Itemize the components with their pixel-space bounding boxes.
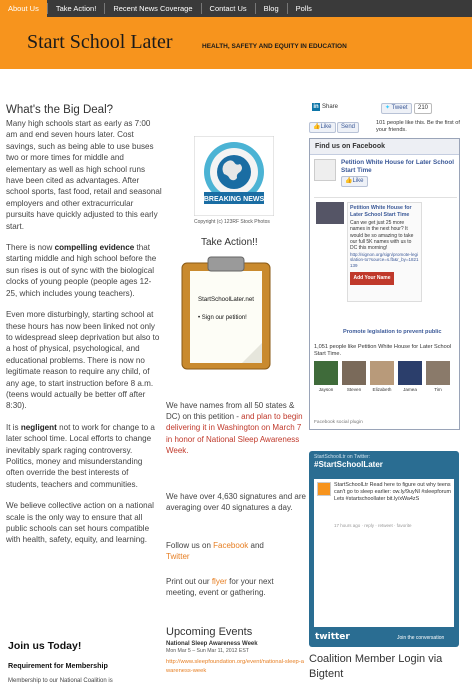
site-tagline: HEALTH, SAFETY AND EQUITY IN EDUCATION — [202, 43, 347, 50]
tweet-list — [314, 479, 454, 627]
fb-box-header: Find us on Facebook — [310, 139, 459, 155]
membership-requirement-heading: Requirement for Membership — [8, 661, 108, 670]
fb-page-name[interactable]: Petition White House for Later School Start Time — [341, 159, 454, 174]
event-title: National Sleep Awareness Week — [166, 641, 258, 647]
tweet-count: 210 — [414, 103, 432, 114]
print-flyer: Print out our flyer for your next meeting, event or gathering. — [166, 577, 274, 598]
twitter-widget-label: StartSchoolLtr on Twitter: — [314, 454, 371, 460]
post-promote-link[interactable]: Promote legislation to prevent public — [343, 329, 442, 335]
paragraph-intro: Many high schools start as early as 7:00 am and end seven hours later. Cost savings, such as being able to use buses two or more times for middle and elementary as well as high school runs have been cited as advantages. After school sports, fast food, retail and seasonal employers and other extracurricular pursuits have quickly adjusted to this early start. — [6, 119, 162, 231]
join-conversation-link[interactable]: Join the conversation — [397, 635, 445, 641]
post-card-title[interactable]: Petition White House for Later School Start Time — [350, 205, 412, 218]
post-card-text: Can we get just 25 more names in the next hour? It would be so amazing to take our full 5K names with us to DC this morning! — [350, 220, 414, 252]
fb-page-like-button[interactable]: 👍Like — [341, 176, 368, 187]
fb-faces — [314, 361, 457, 399]
top-nav — [0, 0, 472, 17]
linkedin-icon: in — [313, 104, 319, 110]
facebook-link[interactable]: Facebook — [213, 541, 249, 550]
badge-text: BREAKING NEWS — [203, 196, 265, 203]
section-heading: What's the Big Deal? — [6, 104, 114, 116]
join-heading: Join us Today! — [8, 640, 82, 652]
site-title[interactable]: Start School Later — [27, 31, 173, 53]
twitter-widget-header — [309, 451, 459, 477]
nav-contact-us[interactable]: Contact Us — [209, 4, 247, 13]
event-date: Mon Mar 5 – Sun Mar 11, 2012 EST — [166, 648, 249, 654]
paragraph-collective: We believe collective action on a national scale is the only way to ensure that all public schools can set hours compatible with health, safety, equity, and learning. — [6, 501, 154, 545]
petition-info: We have names from all 50 states & DC) on this petition - and plan to begin delivering it in Washington on March 7 in honor of National Sleep Awareness Week. — [166, 401, 303, 455]
take-action-heading: Take Action!! — [201, 237, 258, 248]
twitter-widget — [309, 451, 459, 647]
post-card-url[interactable]: http://signon.org/sign/promote-legislation-to?source=s.fb&r_by=1821139 — [350, 251, 419, 269]
petition-clipboard-image[interactable] — [178, 255, 275, 373]
flyer-link[interactable]: flyer — [211, 577, 227, 586]
fb-like-button[interactable]: 👍Like — [309, 122, 336, 133]
events-heading: Upcoming Events — [166, 626, 253, 638]
fan-avatar[interactable]: Jayson — [314, 361, 338, 399]
fb-social-plugin-label: Facebook social plugin — [314, 420, 363, 425]
paragraph-problems: Even more disturbingly, starting school at these hours has now been linked not only to widespread sleep deprivation but also to a host of physical, psychological, and educational problems. There is now no legitimate reason to require any child, of any age, to start instruction before 8 a.m. (teens would actually be better off after 8:30). — [6, 310, 160, 411]
signature-count: We have over 4,630 signatures and are averaging over 40 signatures a day. — [166, 492, 306, 513]
clipboard-petition-text: • Sign our petition! — [198, 315, 247, 321]
clipboard-site-text: StartSchoolLater.net — [197, 296, 255, 303]
photo-credit: Copyright (c) 123RF Stock Photos — [194, 219, 270, 225]
thumbs-up-icon: 👍 — [345, 178, 353, 184]
post-card[interactable] — [347, 202, 422, 302]
fb-send-button[interactable]: Send — [337, 122, 359, 133]
follow-us: Follow us on Facebook and Twitter — [166, 541, 264, 562]
fb-fans-count: 1,051 people like Petition White House for Later School Start Time. — [314, 344, 452, 357]
facebook-like-box — [309, 138, 460, 430]
post-thumbnail[interactable] — [316, 202, 344, 224]
fan-avatar[interactable]: Steven — [342, 361, 366, 399]
thumbs-up-icon: 👍 — [313, 124, 321, 130]
fb-like-count-text: 101 people like this. Be the first of your friends. — [376, 120, 460, 133]
share-row — [309, 103, 461, 115]
twitter-bird-icon: ✦ — [385, 105, 391, 111]
site-header — [0, 17, 472, 69]
twitter-hashtag-title[interactable]: #StartSchoolLater — [314, 460, 383, 469]
paragraph-negligent: It is negligent not to work for change to a later school time. Local efforts to change inevitably spark raging controversy. Politics, money and misunderstanding often override the best interests of students, teachers and communities. — [6, 422, 155, 489]
delivery-link[interactable]: and plan to begin delivering it in Washington on March 7 in honor of National Sleep Awareness Week. — [166, 412, 303, 455]
fb-page-thumbnail[interactable] — [314, 159, 336, 181]
nav-polls[interactable]: Polls — [295, 4, 312, 13]
tweet-text: StartSchoolLtr Read here to figure out why teens can't go to sleep earlier: ow.ly/9uyNl #sleepforum Lets #startschoollater bit.ly/xWa4zS — [334, 482, 451, 502]
fan-avatar[interactable]: Elizabeth — [370, 361, 394, 399]
fan-avatar[interactable]: Tim — [426, 361, 450, 399]
tweet-button[interactable]: ✦ Tweet — [381, 103, 412, 114]
fan-avatar[interactable]: Jamea — [398, 361, 422, 399]
linkedin-share-button[interactable]: in Share — [313, 104, 339, 110]
twitter-widget-footer — [309, 629, 459, 647]
nav-about-us[interactable]: About Us — [0, 0, 47, 17]
main-content — [6, 104, 162, 556]
fb-page-info — [314, 159, 457, 191]
twitter-logo-icon[interactable]: twitter — [315, 632, 350, 642]
tweet-avatar[interactable] — [317, 482, 331, 496]
coalition-login-heading[interactable]: Coalition Member Login via Bigtent — [309, 653, 443, 680]
breaking-news-image[interactable] — [194, 136, 274, 216]
paragraph-evidence: There is now compelling evidence that starting middle and high school before the sun rises is out of sync with the biological clocks of young people (people ages 12-25, which includes young teachers). — [6, 243, 157, 298]
nav-take-action[interactable]: Take Action! — [55, 4, 97, 13]
add-your-name-button[interactable]: Add Your Name — [350, 272, 394, 285]
nav-blog[interactable]: Blog — [263, 4, 279, 13]
fb-post — [314, 197, 457, 323]
event-link[interactable]: http://www.sleepfoundation.org/event/national-sleep-awareness-week — [166, 659, 304, 674]
membership-text: Membership to our National Coalition is — [8, 678, 113, 684]
tweet-meta[interactable]: 17 hours ago · reply · retweet · favorite — [334, 523, 412, 528]
nav-recent-news[interactable]: Recent News Coverage — [113, 4, 193, 13]
twitter-link[interactable]: Twitter — [166, 552, 190, 562]
